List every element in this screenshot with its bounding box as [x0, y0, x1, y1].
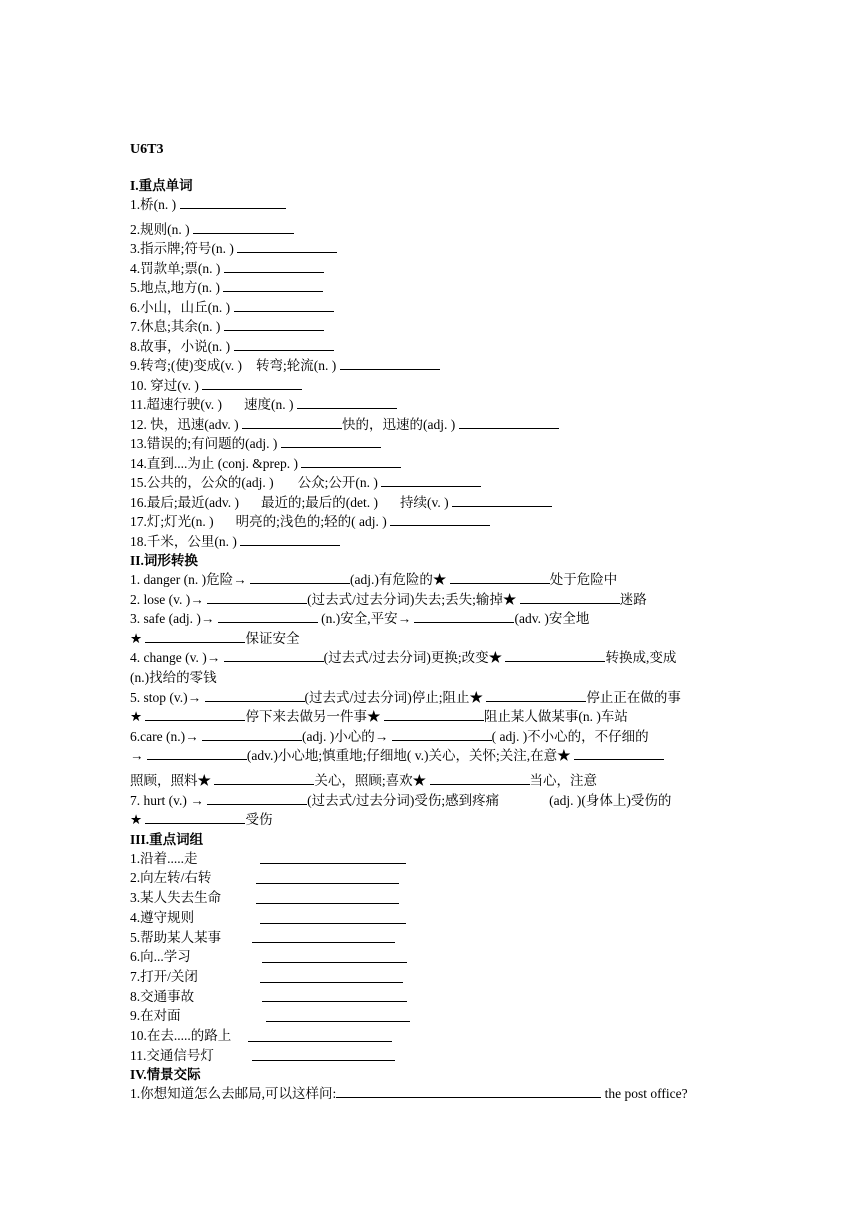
answer-blank[interactable]	[301, 454, 401, 468]
answer-blank[interactable]	[202, 376, 302, 390]
list-item: (n.)找给的零钱	[130, 669, 217, 685]
answer-blank[interactable]	[252, 942, 395, 943]
list-item: 6.care (n.)→ (adj. )小心的→ ( adj. )不小心的，不仔细的	[130, 728, 649, 744]
answer-blank[interactable]	[145, 707, 245, 721]
answer-blank[interactable]	[340, 356, 440, 370]
answer-blank[interactable]	[250, 570, 350, 584]
section-heading-word-forms: II.词形转换	[130, 553, 198, 568]
answer-blank[interactable]	[205, 688, 305, 702]
phrases-list	[130, 849, 735, 1066]
list-item: 2.向左转/右转	[130, 868, 735, 888]
list-item: ★ 停下来去做另一件事★ 阻止某人做某事(n. )车站	[130, 709, 628, 725]
answer-blank[interactable]	[234, 298, 334, 312]
section-heading-vocabulary: I.重点单词	[130, 178, 193, 193]
list-item: 4. change (v. )→ (过去式/过去分词)更换;改变★ 转换成,变成	[130, 650, 677, 666]
list-item: 7. hurt (v.) → (过去式/过去分词)受伤;感到疼痛 (adj. )(身体上)受伤的	[130, 792, 672, 808]
answer-blank[interactable]	[262, 962, 407, 963]
list-item: 15.公共的，公众的(adj. ) 公众;公开(n. )	[130, 473, 735, 493]
answer-blank[interactable]	[207, 791, 307, 805]
list-item: 11.超速行驶(v. ) 速度(n. )	[130, 395, 735, 415]
list-item: 6.向...学习	[130, 947, 735, 967]
answer-blank[interactable]	[256, 903, 399, 904]
answer-blank[interactable]	[147, 746, 247, 760]
list-item: 7.打开/关闭	[130, 967, 735, 987]
answer-blank[interactable]	[520, 590, 620, 604]
answer-blank[interactable]	[224, 259, 324, 273]
list-item: 17.灯;灯光(n. ) 明亮的;浅色的;轻的( adj. )	[130, 512, 735, 532]
list-item: 11.交通信号灯	[130, 1046, 735, 1066]
list-item: 3.某人失去生命	[130, 888, 735, 908]
answer-blank[interactable]	[574, 746, 664, 760]
answer-blank[interactable]	[240, 532, 340, 546]
list-item: 16.最后;最近(adv. ) 最近的;最后的(det. ) 持续(v. )	[130, 493, 735, 513]
list-item: 3. safe (adj. )→ (n.)安全,平安→ (adv. )安全地	[130, 611, 590, 627]
list-item: 4.罚款单;票(n. )	[130, 259, 735, 279]
answer-blank[interactable]	[260, 923, 406, 924]
list-item: 7.休息;其余(n. )	[130, 317, 735, 337]
answer-blank[interactable]	[193, 220, 294, 234]
answer-blank[interactable]	[262, 1001, 407, 1002]
answer-blank[interactable]	[224, 317, 324, 331]
list-item: 1.你想知道怎么去邮局,可以这样问: the post office?	[130, 1086, 688, 1102]
answer-blank[interactable]	[252, 1060, 395, 1061]
answer-blank[interactable]	[223, 278, 323, 292]
answer-blank[interactable]	[145, 810, 245, 824]
list-item: 1.桥(n. )	[130, 195, 735, 215]
answer-blank[interactable]	[450, 570, 550, 584]
list-item: 18.千米，公里(n. )	[130, 532, 735, 552]
list-item: 5. stop (v.)→ (过去式/过去分词)停止;阻止★ 停止正在做的事	[130, 689, 681, 705]
answer-blank[interactable]	[256, 883, 399, 884]
list-item: 9.转弯;(使)变成(v. ) 转弯;轮流(n. )	[130, 356, 735, 376]
answer-blank[interactable]	[381, 473, 481, 487]
answer-blank[interactable]	[414, 609, 514, 623]
list-item: 1. danger (n. )危险→ (adj.)有危险的★ 处于危险中	[130, 572, 618, 587]
list-item: 2.规则(n. )	[130, 220, 735, 240]
list-item: 8.故事，小说(n. )	[130, 337, 735, 357]
list-item: 8.交通事故	[130, 987, 735, 1007]
answer-blank[interactable]	[218, 609, 318, 623]
list-item: 5.帮助某人某事	[130, 928, 735, 948]
answer-blank[interactable]	[266, 1021, 410, 1022]
list-item: 10. 穿过(v. )	[130, 376, 735, 396]
section-heading-phrases: III.重点词组	[130, 831, 204, 847]
word-forms-list	[130, 570, 735, 830]
answer-blank[interactable]	[234, 337, 334, 351]
answer-blank[interactable]	[248, 1041, 392, 1042]
list-item: ★ 保证安全	[130, 630, 300, 646]
section-heading-dialogue: IV.情景交际	[130, 1067, 201, 1083]
answer-blank[interactable]	[202, 727, 302, 741]
list-item: 5.地点,地方(n. )	[130, 278, 735, 298]
answer-blank[interactable]	[384, 707, 484, 721]
answer-blank[interactable]	[145, 629, 245, 643]
answer-blank[interactable]	[297, 395, 397, 409]
answer-blank[interactable]	[207, 590, 307, 604]
answer-blank[interactable]	[390, 512, 490, 526]
list-item: → (adv.)小心地;慎重地;仔细地( v.)关心，关怀;关注,在意★	[130, 746, 735, 771]
answer-blank[interactable]	[180, 195, 286, 209]
list-item: 9.在对面	[130, 1006, 735, 1026]
page-title: U6T3	[130, 142, 164, 157]
answer-blank[interactable]	[430, 771, 530, 785]
answer-blank[interactable]	[505, 648, 605, 662]
vocabulary-list	[130, 195, 735, 551]
answer-blank[interactable]	[214, 771, 314, 785]
answer-blank[interactable]	[281, 434, 381, 448]
answer-blank[interactable]	[260, 982, 403, 983]
answer-blank[interactable]	[224, 648, 324, 662]
answer-blank[interactable]	[336, 1084, 601, 1098]
list-item: 12. 快，迅速(adv. ) 快的，迅速的(adj. )	[130, 415, 735, 435]
answer-blank[interactable]	[486, 688, 586, 702]
worksheet-page	[130, 140, 735, 1104]
list-item: 3.指示牌;符号(n. )	[130, 239, 735, 259]
answer-blank[interactable]	[242, 415, 342, 429]
list-item: 13.错误的;有问题的(adj. )	[130, 434, 735, 454]
list-item: 1.沿着.....走	[130, 849, 735, 869]
list-item: 10.在去.....的路上	[130, 1026, 735, 1046]
list-item: 照顾，照料★ 关心，照顾;喜欢★ 当心，注意	[130, 772, 598, 788]
list-item: 6.小山，山丘(n. )	[130, 298, 735, 318]
answer-blank[interactable]	[237, 239, 337, 253]
answer-blank[interactable]	[260, 863, 406, 864]
list-item: 14.直到....为止 (conj. &prep. )	[130, 454, 735, 474]
answer-blank[interactable]	[392, 727, 492, 741]
answer-blank[interactable]	[459, 415, 559, 429]
answer-blank[interactable]	[452, 493, 552, 507]
list-item: 4.遵守规则	[130, 908, 735, 928]
list-item: 2. lose (v. )→ (过去式/过去分词)失去;丢失;输掉★ 迷路	[130, 591, 647, 607]
list-item: ★ 受伤	[130, 812, 273, 828]
